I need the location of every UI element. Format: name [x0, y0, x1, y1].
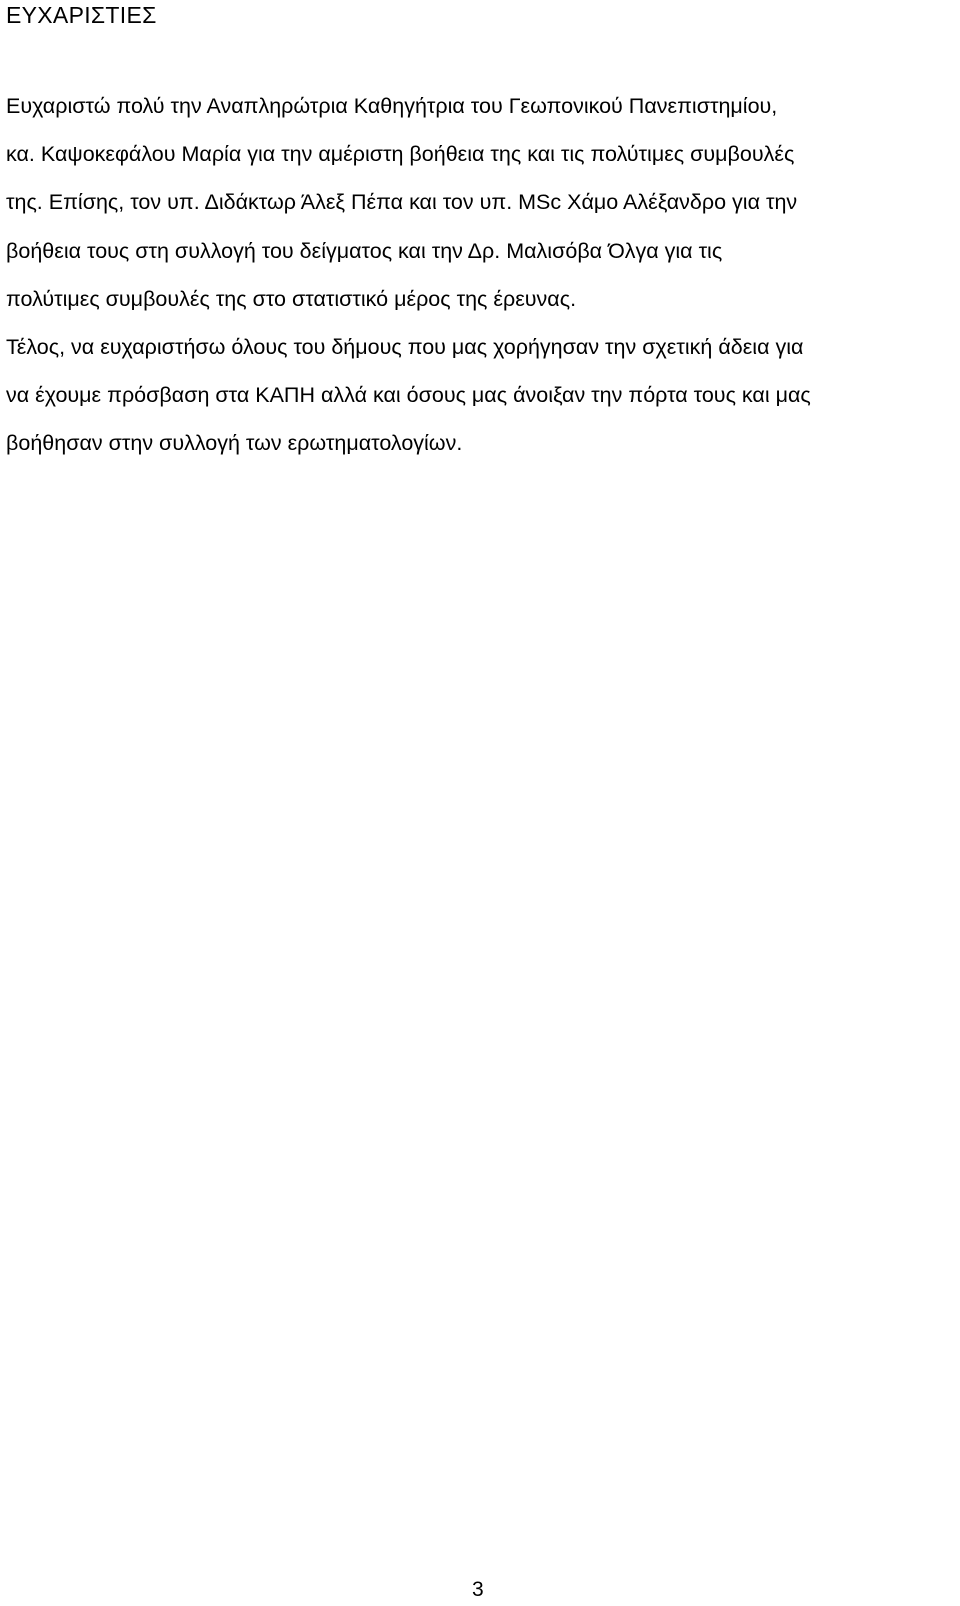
- body-line-5: πολύτιμες συμβουλές της στο στατιστικό μέρος της έρευνας.: [6, 287, 577, 311]
- page-number: 3: [472, 1578, 484, 1601]
- body-line-4: βοήθεια τους στη συλλογή του δείγματος και την Δρ. Μαλισόβα Όλγα για τις: [6, 239, 723, 263]
- body-line-3: της. Επίσης, τον υπ. Διδάκτωρ Άλεξ Πέπα και τον υπ. MSc Χάμο Αλέξανδρο για την: [6, 190, 798, 214]
- body-line-7: να έχουμε πρόσβαση στα ΚΑΠΗ αλλά και όσους μας άνοιξαν την πόρτα τους και μας: [6, 383, 811, 407]
- body-line-6: Τέλος, να ευχαριστήσω όλους του δήμους που μας χορήγησαν την σχετική άδεια για: [6, 335, 804, 359]
- body-line-2: κα. Καψοκεφάλου Μαρία για την αμέριστη βοήθεια της και τις πολύτιμες συμβουλές: [6, 142, 795, 166]
- body-line-1: Ευχαριστώ πολύ την Αναπληρώτρια Καθηγήτρια του Γεωπονικού Πανεπιστημίου,: [6, 94, 778, 118]
- page-heading: ΕΥΧΑΡΙΣΤΙΕΣ: [6, 2, 157, 28]
- body-line-8: βοήθησαν στην συλλογή των ερωτηματολογίων.: [6, 431, 463, 455]
